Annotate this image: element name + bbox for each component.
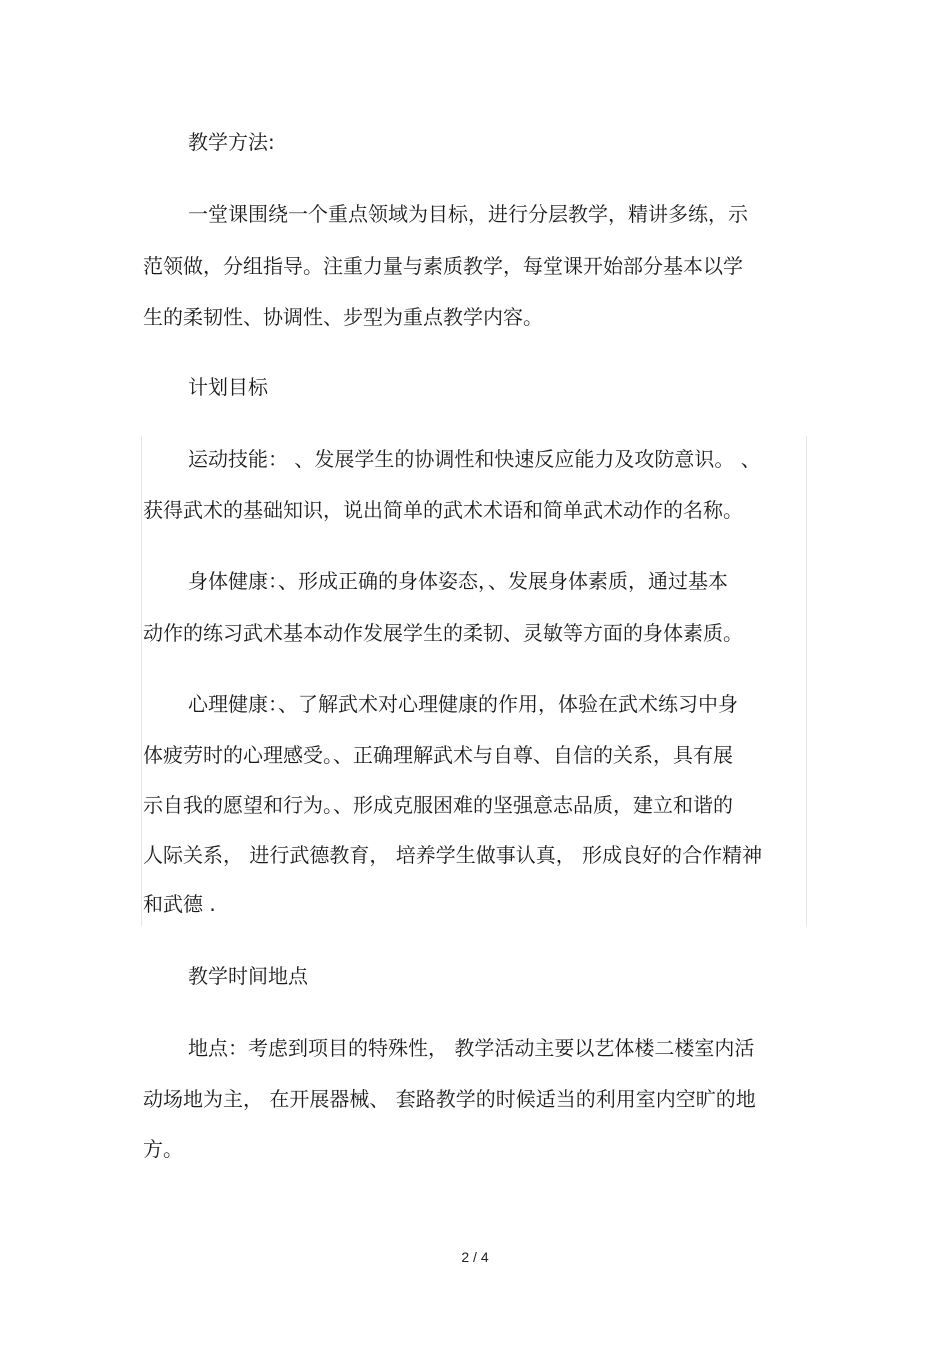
mental-health-line-5: 和武德 .	[143, 892, 216, 916]
physical-health-line-1: 身体健康：、形成正确的身体姿态，、发展身体素质，通过基本	[188, 569, 728, 593]
mental-health-line-4: 人际关系， 进行武德教育， 培养学生做事认真， 形成良好的合作精神	[143, 843, 763, 867]
method-line-2: 范领做，分组指导。注重力量与素质教学，每堂课开始部分基本以学	[143, 254, 743, 278]
mental-health-line-3: 示自我的愿望和行为。、形成克服困难的坚强意志品质，建立和谐的	[143, 793, 733, 817]
method-line-3: 生的柔韧性、协调性、步型为重点教学内容。	[143, 305, 543, 329]
block-border-left	[141, 436, 142, 926]
page-number: 2 / 4	[461, 1249, 489, 1265]
physical-health-line-2: 动作的练习武术基本动作发展学生的柔韧、灵敏等方面的身体素质。	[143, 621, 743, 645]
method-line-1: 一堂课围绕一个重点领域为目标，进行分层教学，精讲多练，示	[188, 202, 748, 226]
mental-health-line-2: 体疲劳时的心理感受。、正确理解武术与自尊、自信的关系，具有展	[143, 743, 733, 767]
heading-plan-goals: 计划目标	[188, 375, 268, 399]
block-border-right	[806, 436, 807, 926]
heading-teaching-method: 教学方法:	[188, 130, 275, 154]
motor-skills-line-2: 获得武术的基础知识，说出简单的武术术语和简单武术动作的名称。	[143, 498, 743, 522]
heading-time-place: 教学时间地点	[188, 964, 308, 988]
place-line-3: 方。	[143, 1137, 183, 1161]
motor-skills-line-1: 运动技能： 、发展学生的协调性和快速反应能力及攻防意识。 、	[188, 447, 761, 471]
place-line-2: 动场地为主， 在开展器械、 套路教学的时候适当的利用室内空旷的地	[143, 1087, 756, 1111]
mental-health-line-1: 心理健康：、了解武术对心理健康的作用，体验在武术练习中身	[188, 692, 738, 716]
place-line-1: 地点：考虑到项目的特殊性， 教学活动主要以艺体楼二楼室内活	[188, 1036, 755, 1060]
